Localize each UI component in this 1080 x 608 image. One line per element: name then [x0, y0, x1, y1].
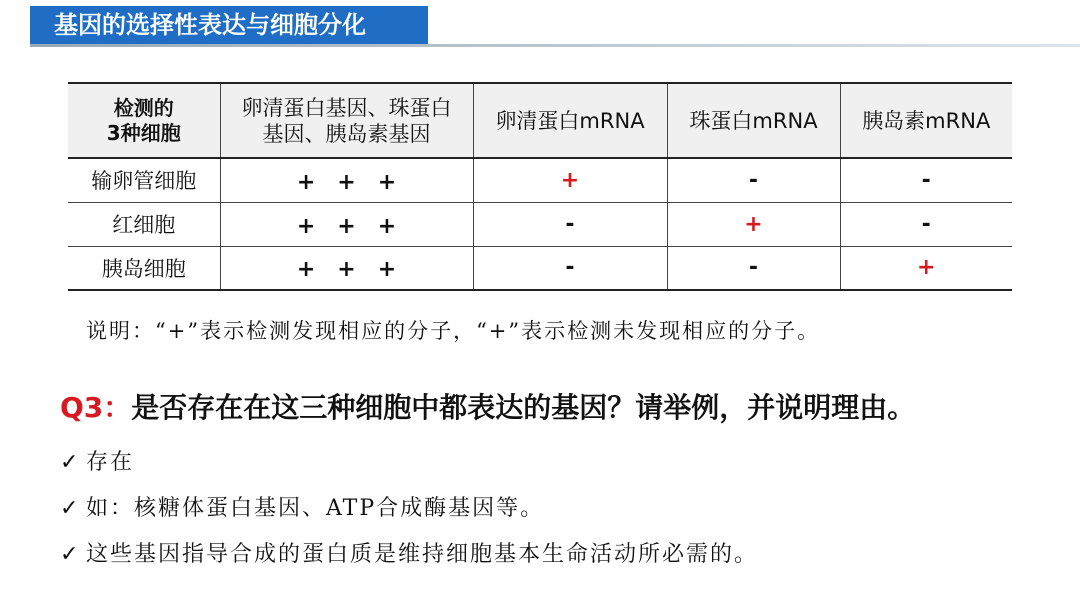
insulin-mark: + — [840, 246, 1012, 290]
header-cell-ovalbumin-mrna — [473, 83, 667, 158]
table-note: 说明：“+”表示检测发现相应的分子，“+”表示检测未发现相应的分子。 — [86, 319, 821, 343]
table-row — [68, 202, 1012, 246]
header-cell-cells — [68, 83, 220, 158]
header-cell-globin-mrna — [667, 83, 840, 158]
cell-type: 红细胞 — [68, 202, 220, 246]
table-header-row — [68, 83, 1012, 158]
question-label: Q3： — [60, 391, 132, 424]
insulin-mark: - — [840, 158, 1012, 202]
header-divider — [30, 44, 1080, 47]
globin-mark: - — [667, 246, 840, 290]
list-item — [60, 489, 544, 529]
header-cell-genes — [220, 83, 473, 158]
header-cell-insulin-mrna — [840, 83, 1012, 158]
header-line: 胰岛素mRNA — [862, 108, 991, 133]
gene-marks: + + + — [220, 246, 473, 290]
cell-type: 输卵管细胞 — [68, 158, 220, 202]
header-line: 卵清蛋白mRNA — [495, 108, 645, 133]
header-line: 3种细胞 — [106, 120, 181, 145]
list-item — [60, 535, 758, 575]
question-heading — [60, 384, 915, 432]
ovalbumin-mark: - — [473, 246, 667, 290]
answer-text: 这些基因指导合成的蛋白质是维持细胞基本生命活动所必需的。 — [86, 542, 759, 567]
ovalbumin-mark: - — [473, 202, 667, 246]
list-item — [60, 443, 134, 483]
ovalbumin-mark: + — [473, 158, 667, 202]
header-bar — [30, 6, 428, 44]
check-icon: ✓ — [60, 542, 81, 567]
check-icon: ✓ — [60, 496, 81, 521]
globin-mark: - — [667, 158, 840, 202]
cell-type: 胰岛细胞 — [68, 246, 220, 290]
insulin-mark: - — [840, 202, 1012, 246]
detection-table — [68, 82, 1012, 291]
gene-marks: + + + — [220, 202, 473, 246]
answer-text: 如：核糖体蛋白基因、ATP合成酶基因等。 — [86, 496, 545, 521]
check-icon: ✓ — [60, 450, 81, 475]
table-row — [68, 246, 1012, 290]
table-row — [68, 158, 1012, 202]
page-title: 基因的选择性表达与细胞分化 — [54, 11, 366, 39]
gene-marks: + + + — [220, 158, 473, 202]
globin-mark: + — [667, 202, 840, 246]
question-text: 是否存在在这三种细胞中都表达的基因？请举例，并说明理由。 — [131, 391, 916, 424]
header-line: 卵清蛋白基因、珠蛋白 — [241, 95, 452, 120]
header-line: 基因、胰岛素基因 — [262, 121, 431, 146]
answer-text: 存在 — [86, 450, 135, 475]
header-line: 检测的 — [113, 95, 174, 120]
header-line: 珠蛋白mRNA — [689, 108, 818, 133]
